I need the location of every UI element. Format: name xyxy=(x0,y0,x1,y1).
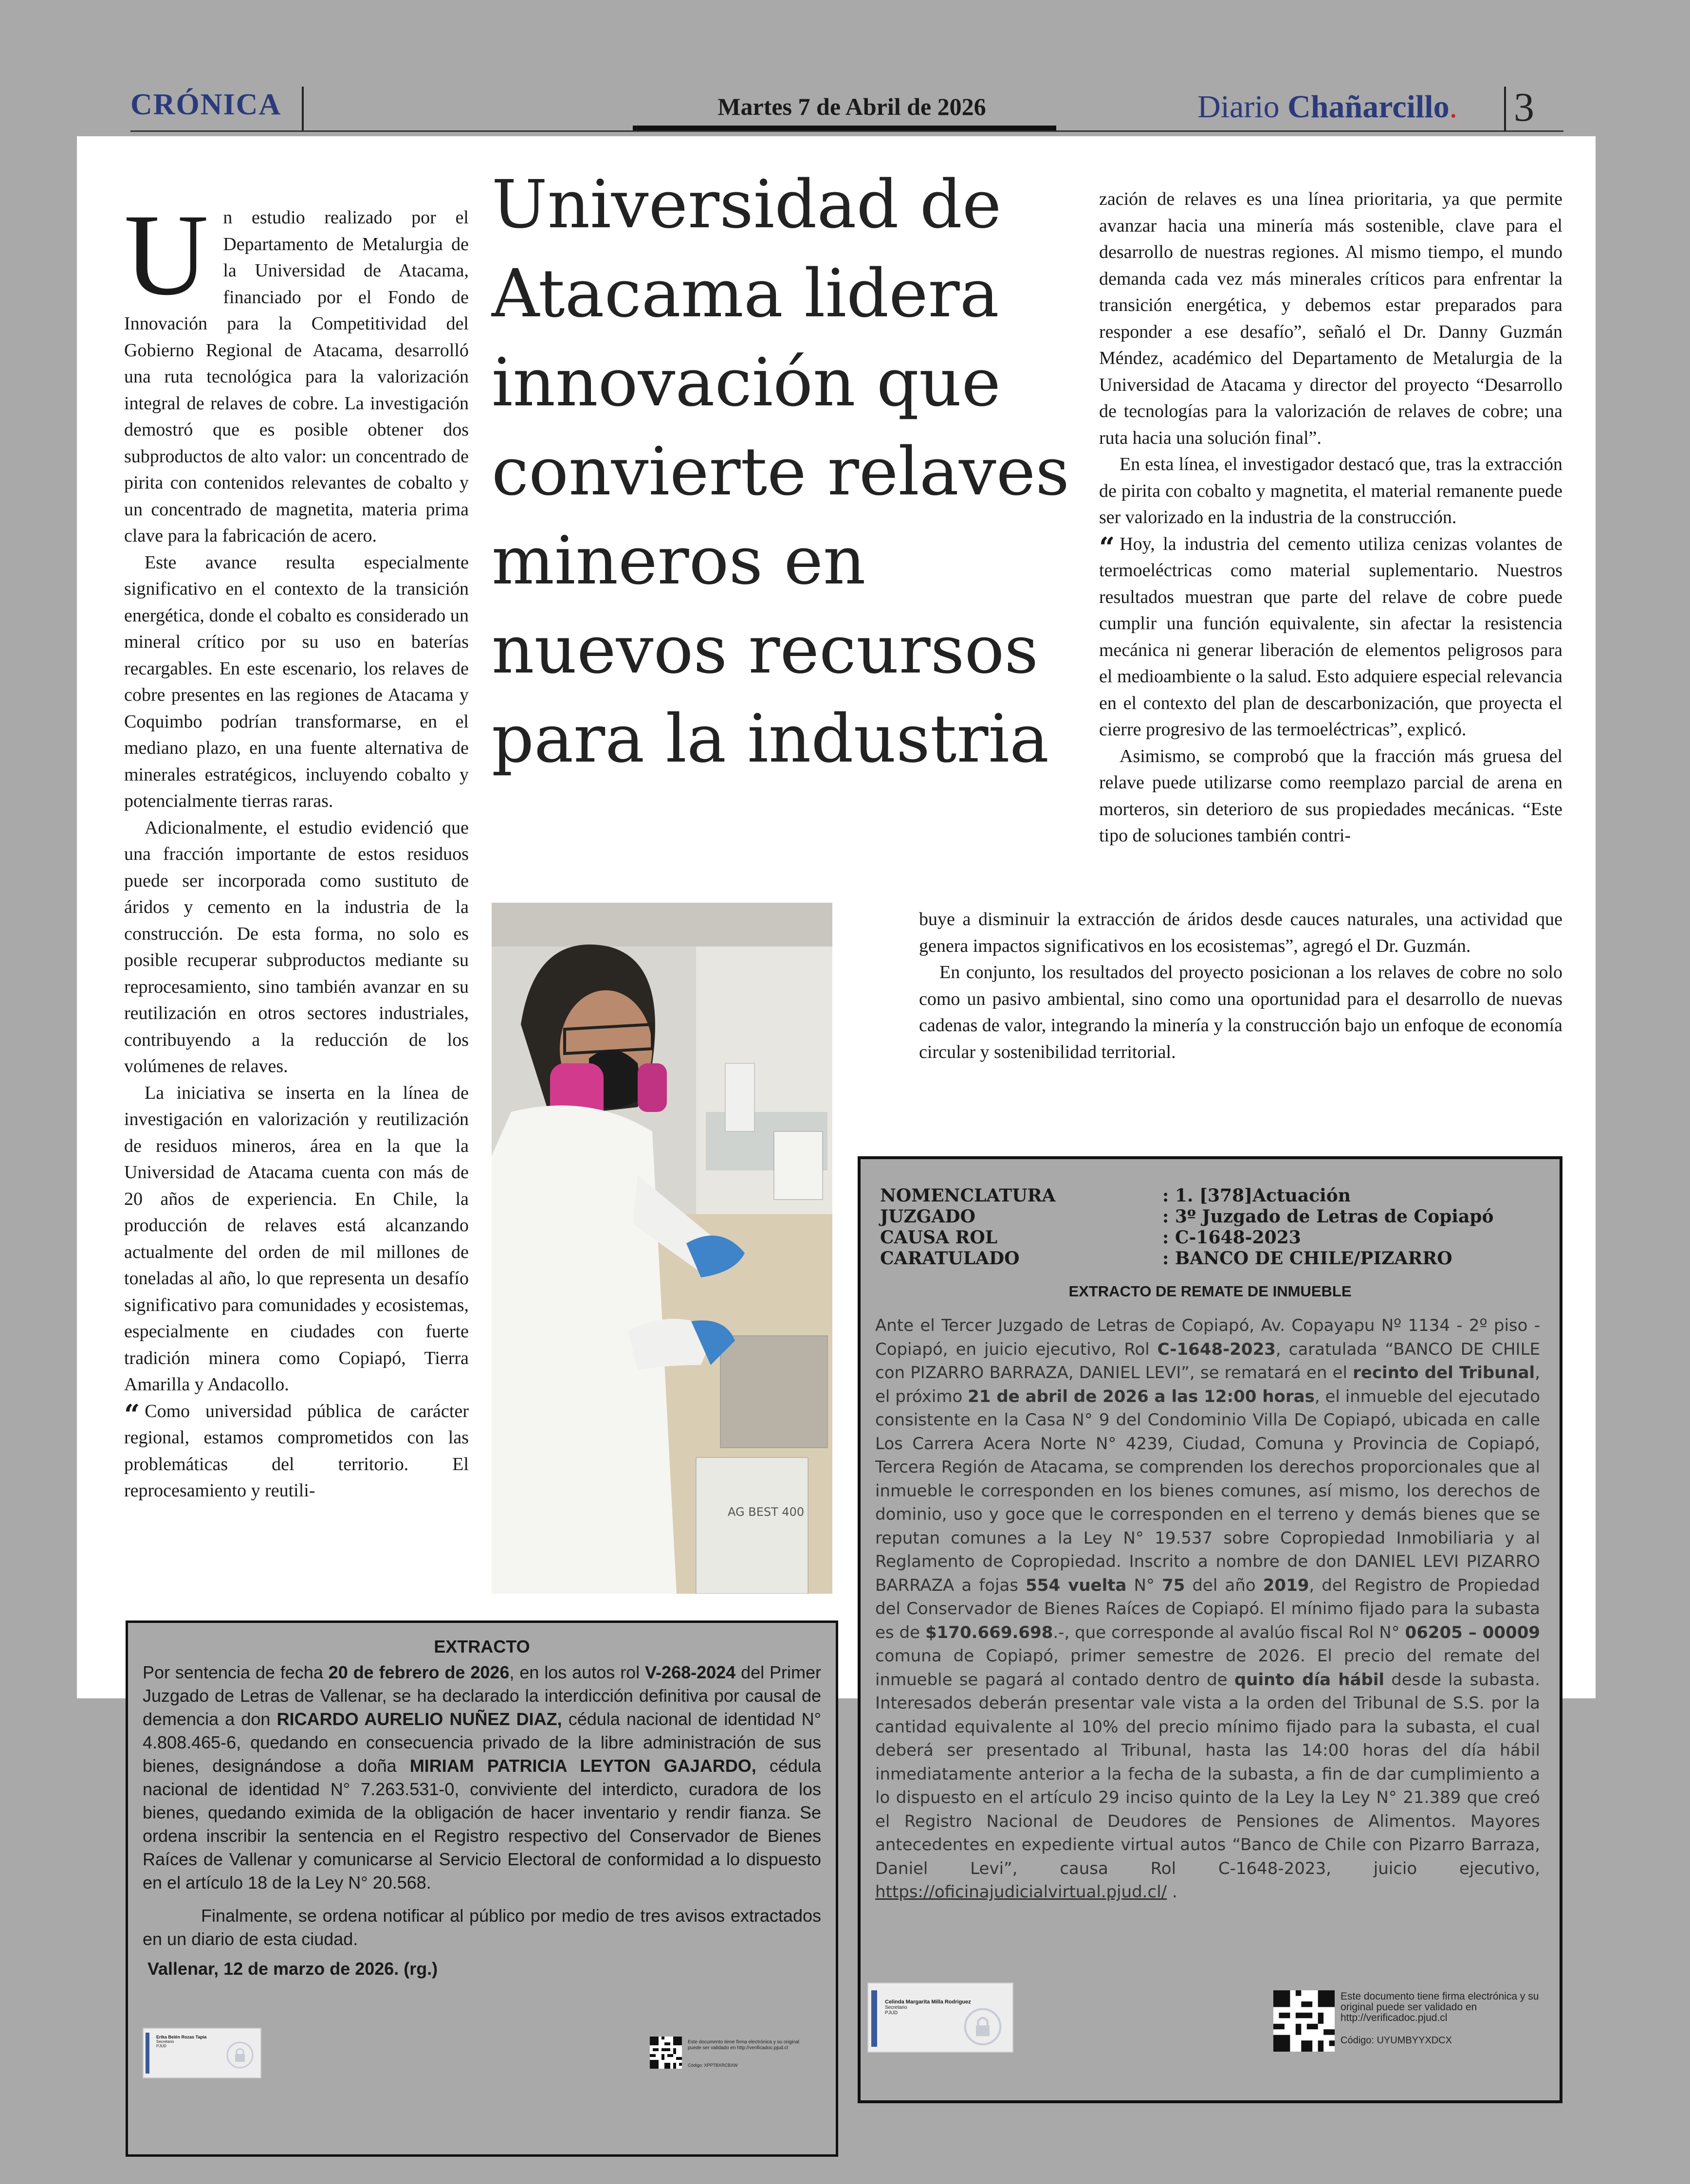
paragraph: n estudio realizado por el Departamento de Metalurgia de la Universidad de Atacama, financiado por el Fondo de Innovación para la Competitividad del Gobierno Regional de Atacama, desarrolló una ruta tecnológica para la valorización integral de relaves de cobre. La investigación demostró que es posible obtener dos subproductos de alto valor: un concentrado de pirita con contenidos relevantes de cobalto y un concentrado de magnetita, materia prima clave para la fabricación de acero. xyxy=(124,207,469,546)
notice-body xyxy=(143,1661,821,1951)
section-title: CRÓNICA xyxy=(130,88,282,121)
notice-title: EXTRACTO xyxy=(434,1637,530,1656)
date-underline xyxy=(633,126,1056,130)
header-divider xyxy=(302,87,304,131)
text-run: Ante el Tercer Juzgado de Letras de Copiapó, Av. Copayapu Nº 1134 - 2º piso - Copiapó, en juicio ejecutivo, Rol xyxy=(875,1316,1540,1359)
minimum-price: $170.669.698 xyxy=(925,1622,1053,1642)
notice-date: 20 de febrero de 2026 xyxy=(328,1662,510,1682)
person-name: RICARDO AURELIO NUÑEZ DIAZ, xyxy=(276,1709,562,1729)
lock-icon xyxy=(964,2005,1002,2046)
detail-value: : C-1648-2023 xyxy=(1162,1227,1301,1248)
detail-key: NOMENCLATURA xyxy=(880,1185,1056,1206)
paragraph: Adicionalmente, el estudio evidenció que una fracción importante de estos residuos puede ser incorporada como sustituto de áridos y cemento en la industria de la construcción. De esta forma, no solo es posible recuperar subproductos mediante su reprocesamiento, sino también avanzar en su reutilización en otros sectores industriales, contribuyendo a la reducción de los volúmenes de relaves. xyxy=(124,817,469,1076)
detail-value: : BANCO DE CHILE/PIZARRO xyxy=(1162,1248,1452,1269)
verification-code: Código: XPPTBXRCBXW xyxy=(688,2063,738,2068)
signer-org: PJUD xyxy=(885,2010,898,2016)
text-run: , caratulada “BANCO DE CHILE con PIZARRO BARRAZA, DANIEL LEVI”, se rematará en el xyxy=(875,1339,1540,1383)
article-column-3 xyxy=(1099,186,1562,849)
detail-key: JUZGADO xyxy=(880,1206,975,1227)
notice-body xyxy=(875,1314,1540,1904)
paragraph: buye a disminuir la extracción de áridos desde cauces naturales, una actividad que genera impactos significativos en los ecosistemas”, agregó el Dr. Guzmán. xyxy=(919,909,1562,956)
newspaper-name xyxy=(1197,89,1457,126)
seal-bar xyxy=(871,1990,877,2047)
header-rule xyxy=(130,130,1563,132)
page-number: 3 xyxy=(1514,85,1534,130)
text-run: del año xyxy=(1185,1575,1263,1595)
auction-date: 21 de abril de 2026 a las 12:00 horas xyxy=(968,1386,1315,1406)
article-headline: Universidad de Atacama lidera innovación que convierte relaves mineros en nuevos recursos para la industria xyxy=(492,166,1070,778)
article-column-1 xyxy=(124,190,469,1504)
fiscal-roll: 06205 – 00009 xyxy=(1405,1622,1541,1642)
case-number: C-1648-2023 xyxy=(1157,1339,1276,1359)
verification-note: Este documento tiene firma electrónica y su original puede ser validado en http://verificadoc.pjud.cl xyxy=(688,2039,800,2051)
text-run: Por sentencia de fecha xyxy=(143,1662,329,1682)
case-detail-row xyxy=(880,1227,1560,1248)
paragraph: En conjunto, los resultados del proyecto posicionan a los relaves de cobre no solo como un pasivo ambiental, sino como una oportunidad para el desarrollo de nuevas cadenas de valor, integrando la minería y la construcción bajo un enfoque de economía circular y sostenibilidad territorial. xyxy=(919,962,1562,1062)
person-name: MIRIAM PATRICIA LEYTON GAJARDO, xyxy=(409,1756,756,1776)
quote-text: Hoy, la industria del cemento utiliza cenizas volantes de termoeléctricas como material suplementario. Nuestros resultados muestran que parte del relave de cobre puede cumplir una función equivalente, sin afectar la resistencia mecánica ni generar liberación de elementos peligrosos para el medioambiente o la salud. Esto adquiere especial relevancia en el contexto del plan de descarbonización, que proyecta el cierre progresivo de las termoeléctricas”, explicó. xyxy=(1099,533,1562,740)
notice-place-date: Vallenar, 12 de marzo de 2026. (rg.) xyxy=(147,1959,438,1979)
signer-role: Secretario xyxy=(885,2005,907,2010)
newspaper-title: Chañarcillo xyxy=(1287,89,1450,125)
signer-org: PJUD xyxy=(156,2044,166,2048)
newspaper-prefix: Diario xyxy=(1197,89,1280,125)
text-run: N° xyxy=(1126,1575,1162,1595)
researcher-photo xyxy=(492,903,832,1594)
detail-value: : 1. [378]Actuación xyxy=(1162,1185,1351,1206)
verification-code: Código: UYUMBYYXDCX xyxy=(1341,2035,1452,2046)
detail-value: : 3º Juzgado de Letras de Copiapó xyxy=(1162,1206,1494,1227)
case-details xyxy=(880,1185,1560,1269)
notice-paragraph: Finalmente, se ordena notificar al público por medio de tres avisos extractados en un diario de esta ciudad. xyxy=(143,1906,821,1949)
signer-name: Celinda Margarita Milla Rodriguez xyxy=(885,1999,971,2005)
article-column-3-continued xyxy=(919,906,1562,1065)
paragraph: Este avance resulta especialmente significativo en el contexto de la transición energética, donde el cobalto es considerado un mineral crítico por su uso en baterías recargables. En este escenario, los relaves de cobre presentes en las regiones de Atacama y Coquimbo podrían transformarse, en el mediano plazo, en una fuente alternativa de minerales estratégicos, incluyendo cobalto y potencialmente tierras raras. xyxy=(124,552,469,811)
text-run: desde la subasta. Interesados deberán presentar vale vista a la orden del Tribunal de S.S. por la cantidad equivalente al 10% del precio mínimo fijado para la subasta, el cual deberá ser presentado al Tribunal, hasta las 14:00 horas del día hábil inmediatamente anterior a la fecha de la subasta, a fin de dar cumplimiento a lo dispuesto en el artículo 29 inciso quinto de la Ley la Ley N° 21.389 que creó el Registro Nacional de Deudores de Pensiones de Alimentos. Mayores antecedentes en expediente virtual autos “Banco de Chile con Pizarro Barraza, Daniel Levi”, causa Rol C-1648-2023, juicio ejecutivo, xyxy=(875,1670,1541,1878)
lock-icon xyxy=(226,2039,254,2069)
text-run: cédula nacional de identidad N° 7.263.531-0, conviviente del interdicto, curadora de los bienes, quedando eximida de la obligación de hacer inventario y rendir fianza. Se ordena inscribir la sentencia en el Registro respectivo del Conservador de Bienes Raíces de Vallenar y comunicarse al Servicio Electoral de conformidad a lo dispuesto en el artículo 18 de la Ley N° 20.568. xyxy=(143,1756,821,1893)
case-detail-row xyxy=(880,1248,1560,1269)
text-run: , en los autos rol xyxy=(509,1662,645,1682)
text-run: comuna de Copiapó, primer semestre de 2026. El precio del remate del inmueble se pagará al contado dentro de xyxy=(875,1646,1540,1690)
paragraph: zación de relaves es una línea prioritaria, ya que permite avanzar hacia una minería más sostenible, clave para el desarrollo de nuestras regiones. Al mismo tiempo, el mundo demanda cada vez más minerales críticos para enfrentar la transición energética, y debemos estar preparados para responder a ese desafío”, señaló el Dr. Danny Guzmán Méndez, académico del Departamento de Metalurgia de la Universidad de Atacama y director del proyecto “Desarrollo de tecnologías para la valorización de relaves de cobre; una ruta hacia una solución final”. xyxy=(1099,189,1562,448)
case-detail-row xyxy=(880,1185,1560,1206)
text-run: , el próximo xyxy=(875,1363,1541,1406)
signature-stamp xyxy=(867,1983,1013,2053)
paragraph: La iniciativa se inserta en la línea de investigación en valorización y reutilización de residuos mineros, área en la que la Universidad de Atacama cuenta con más de 20 años de experiencia. En Chile, la producción de relaves está alcanzando actualmente del orden de mil millones de toneladas al año, lo que representa un desafío significativo para comunidades y ecosistemas, especialmente en ciudades con fuerte tradición minera como Copiapó, Tierra Amarilla y Andacollo. xyxy=(124,1082,469,1395)
legal-notice-remate xyxy=(858,1156,1562,2103)
paragraph: En esta línea, el investigador destacó que, tras la extracción de pirita con cobalto y magnetita, el material remanente puede ser valorizado en la industria de la construcción. xyxy=(1099,454,1562,528)
case-number: V-268-2024 xyxy=(645,1662,736,1682)
auction-venue: recinto del Tribunal xyxy=(1353,1363,1535,1383)
notice-title: EXTRACTO DE REMATE DE INMUEBLE xyxy=(1068,1283,1352,1300)
signer-role: Secretario xyxy=(156,2039,174,2044)
bottle-label: AG BEST 400 xyxy=(728,1505,805,1519)
drop-cap: U xyxy=(124,190,209,319)
qr-code-icon xyxy=(650,2037,682,2069)
header-divider-right xyxy=(1504,87,1506,131)
notice-paragraph xyxy=(143,1661,821,1894)
payment-deadline: quinto día hábil xyxy=(1234,1670,1385,1690)
quote-mark-icon: “ xyxy=(1099,531,1115,564)
text-run: del Primer Juzgado de Letras de Vallenar, se ha declarado la interdicción definitiva por causal de demencia a don xyxy=(143,1662,821,1729)
text-run: , del Registro de Propiedad del Conservador de Bienes Raíces de Copiapó. El mínimo fijado para la subasta es de xyxy=(875,1575,1540,1642)
quote-text: Como universidad pública de carácter regional, estamos comprometidos con las problemáticas del territorio. El reprocesamiento y reutili- xyxy=(124,1401,469,1501)
registry-number: 75 xyxy=(1162,1575,1185,1595)
qr-code-icon xyxy=(1273,1990,1335,2052)
registry-year: 2019 xyxy=(1263,1575,1309,1595)
seal-bar xyxy=(146,2033,149,2074)
signature-stamp xyxy=(143,2028,261,2078)
quote-paragraph xyxy=(1099,531,1562,743)
court-link[interactable]: https://oficinajudicialvirtual.pjud.cl/ xyxy=(875,1882,1167,1902)
paragraph: Asimismo, se comprobó que la fracción más gruesa del relave puede utilizarse como reemplazo parcial de arena en morteros, sin deterioro de sus propiedades mecánicas. “Este tipo de soluciones también contri- xyxy=(1099,746,1562,846)
text-run: .-, que corresponde al avalúo fiscal Rol N° xyxy=(1053,1622,1405,1642)
signer-name: Erika Belén Rozas Tapia xyxy=(156,2035,207,2039)
verification-note: Este documento tiene firma electrónica y su original puede ser validado en http://verificadoc.pjud.cl xyxy=(1341,1991,1539,2023)
text-run: , el inmueble del ejecutado consistente en la Casa N° 9 del Condominio Villa De Copiapó, ubicada en calle Los Carrera Acera Norte N° 4239, Ciudad, Comuna y Provincia de Copiapó, Tercera Región de Atacama, se comprenden los derechos proporcionales que al inmueble le corresponden en los bienes comunes, así mismo, los derechos de dominio, uso y goce que le corresponden en el terreno y demás bienes que se reputan comunes a la Ley N° 19.537 sobre Copropiedad Inmobiliaria y al Reglamento de Copropiedad. Inscrito a nombre de don DANIEL LEVI PIZARRO BARRAZA a fojas xyxy=(875,1386,1540,1595)
legal-notice-extracto xyxy=(126,1620,838,2157)
registry-fojas: 554 vuelta xyxy=(1026,1575,1127,1595)
quote-mark-icon: “ xyxy=(124,1398,140,1431)
text-run: cédula nacional de identidad N° 4.808.465-6, quedando en consecuencia privado de la libre administración de sus bienes, designándose a doña xyxy=(143,1709,822,1776)
text-run: . xyxy=(1167,1882,1177,1902)
detail-key: CARATULADO xyxy=(880,1248,1020,1269)
case-detail-row xyxy=(880,1206,1560,1227)
issue-date: Martes 7 de Abril de 2026 xyxy=(717,93,986,120)
newspaper-dot: . xyxy=(1449,89,1458,125)
quote-paragraph xyxy=(124,1398,469,1504)
detail-key: CAUSA ROL xyxy=(880,1227,998,1248)
